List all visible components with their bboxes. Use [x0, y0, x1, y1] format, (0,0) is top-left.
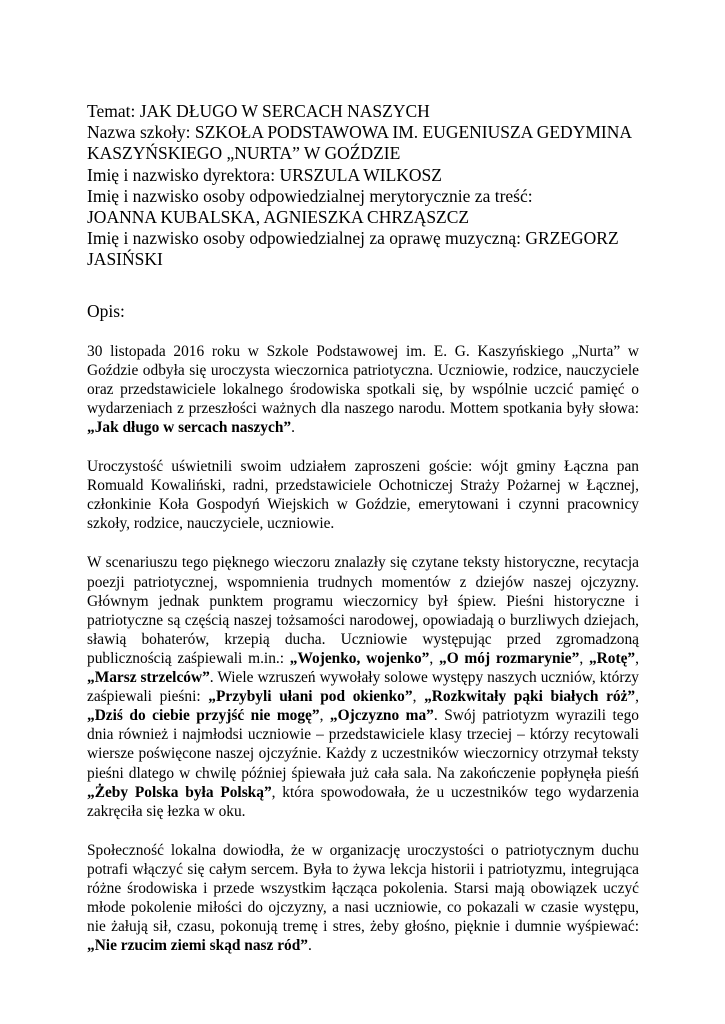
song-title: „Przybyli ułani pod okienko” — [208, 688, 413, 706]
document-header — [87, 101, 639, 271]
song-title: „Żeby Polska była Polską” — [87, 783, 272, 801]
closing-quote: „Nie rzucim ziemi skąd nasz ród” — [87, 937, 308, 955]
topic-line: Temat: JAK DŁUGO W SERCACH NASZYCH — [87, 101, 430, 121]
paragraph-3: W scenariuszu tego pięknego wieczoru znalazły się czytane teksty historyczne, recytacja poezji patriotycznej, wspomnienia trudnych momentów z dziejów naszej ojczyzny. Głównym jednak punktem programu wieczornicy był śpiew. Pieśni historyczne i patriotyczne są częścią naszej tożsamości narodowej, opowiadają o burzliwych dziejach, sławią bohaterów, krzepią ducha. Uczniowie występując przed zgromadzoną publicznością zaśpiewali m.in.: „Wojenko, wojenko”, „O mój rozmarynie”, „Rotę”, „Marsz strzelców”. Wiele wzruszeń wywołały solowe występy naszych uczniów, którzy zaśpiewali pieśni: „Przybyli ułani pod okienko”, „Rozkwitały pąki białych róż”, „Dziś do ciebie przyjść nie mogę”, „Ojczyzno ma”. Swój patriotyzm wyrazili tego dnia również i najmłodsi uczniowie – przedstawiciele klasy trzeciej – którzy recytowali wiersze poświęcone naszej ojczyźnie. Każdy z uczestników wieczornicy otrzymał teksty pieśni dlatego w chwilę później śpiewała już cała sala. Na zakończenie popłynęła pieśń „Żeby Polska była Polską”, która spowodowała, że u uczestników tego wydarzenia zakręciła się łezka w oku. — [87, 554, 639, 820]
song-title: „O mój rozmarynie” — [439, 649, 580, 667]
paragraph-1: 30 listopada 2016 roku w Szkole Podstawowej im. E. G. Kaszyńskiego „Nurta” w Goździe odbyła się uroczysta wieczornica patriotyczna. Uczniowie, rodzice, nauczyciele oraz przedstawiciele lokalnego środowiska spotkali się, by wspólnie uczcić pamięć o wydarzeniach z przeszłości ważnych dla naszego narodu. Mottem spotkania były słowa: „Jak długo w sercach naszych”. — [87, 342, 639, 436]
content-responsible-names: JOANNA KUBALSKA, AGNIESZKA CHRZĄSZCZ — [87, 207, 470, 228]
school-name-line-1: Nazwa szkoły: SZKOŁA PODSTAWOWA IM. EUGENIUSZA GEDYMINA — [87, 122, 632, 143]
song-title: „Wojenko, wojenko” — [289, 649, 430, 667]
song-title: „Marsz strzelców” — [87, 669, 210, 687]
document-page — [87, 101, 639, 975]
content-responsible-label: Imię i nazwisko osoby odpowiedzialnej merytorycznie za treść: — [87, 185, 533, 206]
motto-text: „Jak długo w sercach naszych” — [87, 419, 292, 436]
description-heading: Opis: — [87, 300, 125, 321]
school-name-line-2: KASZYŃSKIEGO „NURTA” W GOŹDZIE — [87, 143, 401, 164]
song-title: „Dziś do ciebie przyjść nie mogę” — [87, 707, 320, 725]
director-line: Imię i nazwisko dyrektora: URSZULA WILKOSZ — [87, 164, 442, 185]
song-title: „Rozkwitały pąki białych róż” — [424, 688, 636, 706]
music-responsible-line-2: JASIŃSKI — [87, 249, 163, 270]
paragraph-4: Społeczność lokalna dowiodła, że w organizację uroczystości o patriotycznym duchu potrafi włączyć się całym sercem. Była to żywa lekcja historii i patriotyzmu, integrująca różne środowiska i przede wszystkim łącząca pokolenia. Starsi mają obowiązek uczyć młode pokolenie miłości do ojczyzny, a nasi uczniowie, co pokazali w czasie występu, nie żałują sił, czasu, pokonują tremę i stres, żeby głośno, pięknie i dumnie wyśpiewać: „Nie rzucim ziemi skąd nasz ród”. — [87, 841, 639, 955]
paragraph-2: Uroczystość uświetnili swoim udziałem zaproszeni goście: wójt gminy Łączna pan Romuald Kowaliński, radni, przedstawiciele Ochotniczej Straży Pożarnej w Łącznej, członkinie Koła Gospodyń Wiejskich w Goździe, emerytowani i czynni pracownicy szkoły, rodzice, nauczyciele, uczniowie. — [87, 458, 639, 533]
music-responsible-line-1: Imię i nazwisko osoby odpowiedzialnej za oprawę muzyczną: GRZEGORZ — [87, 228, 619, 249]
description-body — [87, 342, 639, 956]
song-title: „Ojczyzno ma” — [329, 707, 434, 725]
song-title: „Rotę” — [588, 649, 636, 667]
